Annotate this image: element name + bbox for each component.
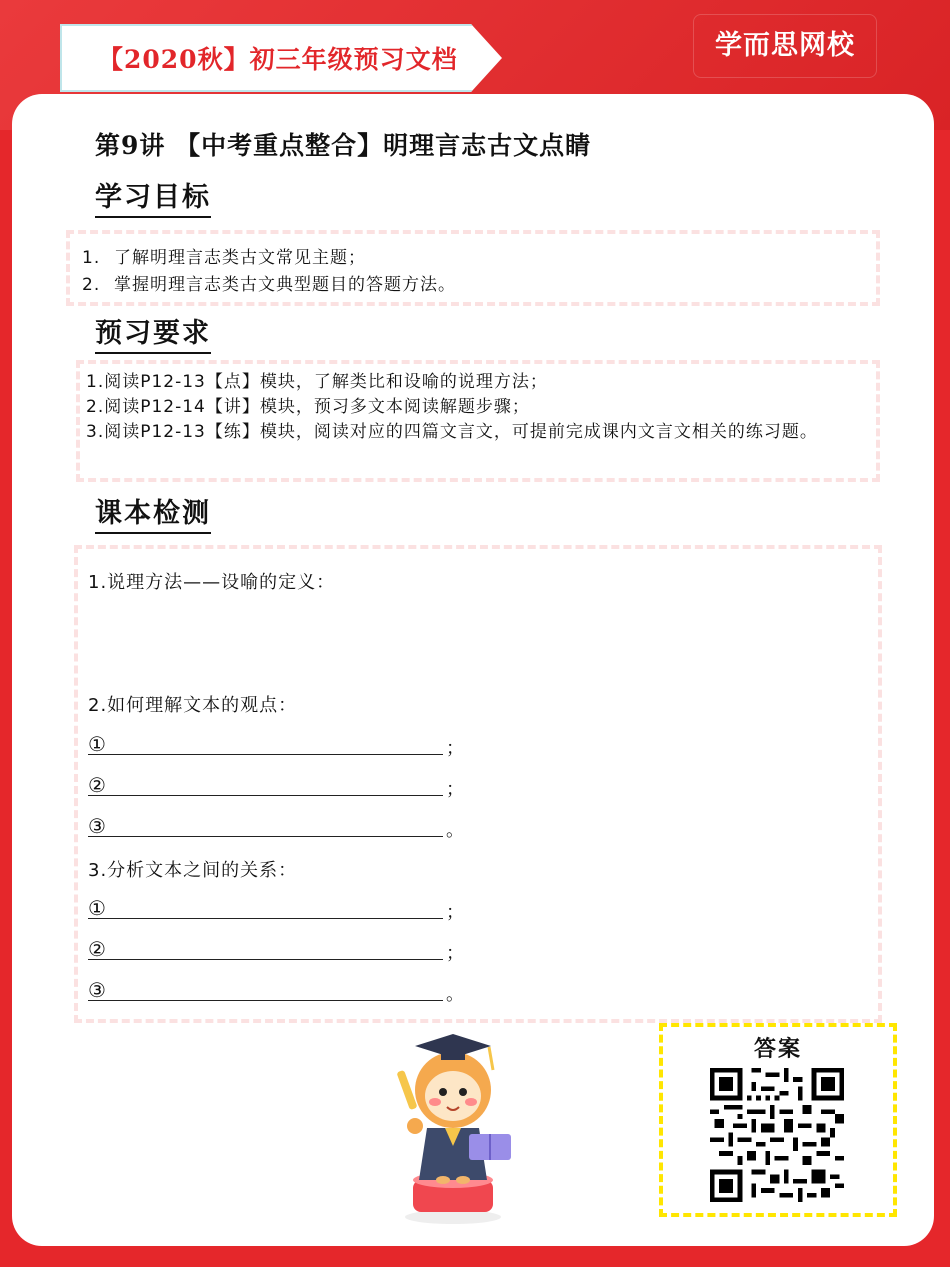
document-tab-title: 【2020秋】初三年级预习文档: [98, 45, 458, 74]
blank-number: ②: [88, 937, 106, 961]
answer-qr-code[interactable]: [710, 1068, 844, 1202]
blank-number: ③: [88, 978, 106, 1002]
blank-line: [88, 754, 443, 755]
blank-number: ①: [88, 732, 106, 756]
lesson-title: 第9讲 【中考重点整合】明理言志古文点睛: [95, 131, 592, 160]
blank-number: ③: [88, 814, 106, 838]
objective-item: 2. 掌握明理言志类古文典型题目的答题方法。: [82, 275, 456, 295]
blank-line: [88, 795, 443, 796]
brand-logo: 学而思网校: [693, 14, 877, 78]
question-3: 3.分析文本之间的关系：: [88, 860, 298, 881]
objectives-heading: 学习目标: [95, 182, 211, 218]
question-1: 1.说理方法——设喻的定义：: [88, 572, 336, 593]
blank-line: [88, 1000, 443, 1001]
blank-number: ②: [88, 773, 106, 797]
requirement-item: 2.阅读P12-14【讲】模块，预习多文本阅读解题步骤；: [86, 397, 530, 417]
requirement-item: 1.阅读P12-13【点】模块，了解类比和设喻的说理方法；: [86, 372, 548, 392]
textbook-check-heading: 课本检测: [95, 498, 211, 534]
blank-number: ①: [88, 896, 106, 920]
requirements-heading: 预习要求: [95, 318, 211, 354]
blank-line: [88, 959, 443, 960]
objective-item: 1. 了解明理言志类古文常见主题；: [82, 248, 366, 268]
requirement-item: 3.阅读P12-13【练】模块，阅读对应的四篇文言文，可提前完成课内文言文相关的练习题。: [86, 422, 818, 442]
blank-line: [88, 918, 443, 919]
blank-line: [88, 836, 443, 837]
answer-label: 答案: [753, 1037, 802, 1062]
mascot-illustration: [383, 1030, 523, 1225]
question-2: 2.如何理解文本的观点：: [88, 695, 298, 716]
textbook-check-box: [74, 545, 882, 1023]
